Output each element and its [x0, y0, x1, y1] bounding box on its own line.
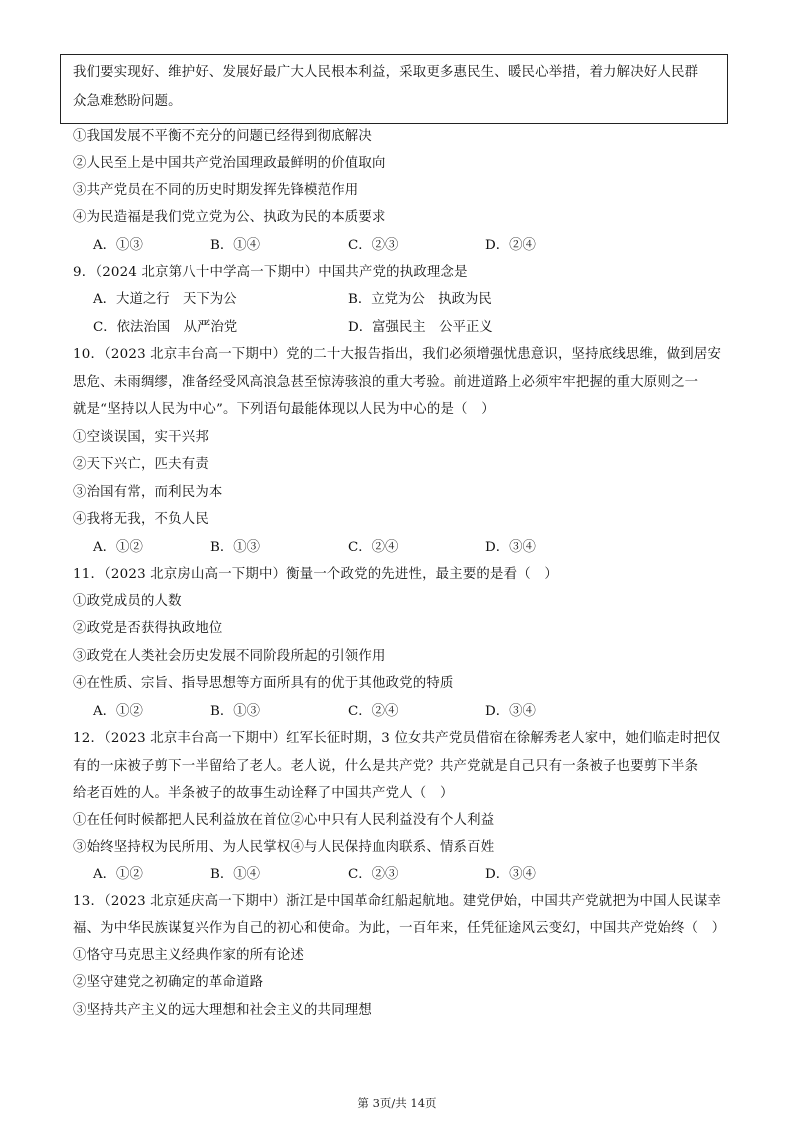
q8-statement-4: ④为民造福是我们党立党为公、执政为民的本质要求 [73, 210, 386, 225]
q11-stem: 11．（2023 北京房山高一下期中）衡量一个政党的先进性，最主要的是看（ ） [73, 567, 558, 582]
q8-option-a[interactable]: A．①③ [93, 238, 143, 253]
q10-option-a[interactable]: A．①② [93, 540, 143, 555]
q13-statement-3: ③坚持共产主义的远大理想和社会主义的共同理想 [73, 1003, 372, 1018]
q8-statement-2: ②人民至上是中国共产党治国理政最鲜明的价值取向 [73, 156, 386, 171]
q9-option-a[interactable]: A．大道之行 天下为公 [93, 292, 237, 307]
q11-statement-3: ③政党在人类社会历史发展不同阶段所起的引领作用 [73, 649, 386, 664]
q10-option-b[interactable]: B．①③ [210, 540, 261, 555]
q12-stem-line: 给老百姓的人。半条被子的故事生动诠释了中国共产党人（ ） [73, 786, 454, 801]
q10-statement-3: ③治国有常，而利民为本 [73, 485, 223, 500]
q9-option-d[interactable]: D．富强民主 公平正义 [348, 320, 493, 335]
material-line: 众急难愁盼问题。 [73, 94, 182, 109]
q8-option-c[interactable]: C．②③ [348, 238, 399, 253]
q12-stem-line: 12．（2023 北京丰台高一下期中）红军长征时期，3 位女共产党员借宿在徐解秀老人家中，她们临走时把仅 [73, 731, 721, 746]
q12-option-d[interactable]: D．③④ [485, 867, 536, 882]
q11-option-b[interactable]: B．①③ [210, 704, 261, 719]
q9-option-b[interactable]: B．立党为公 执政为民 [348, 292, 492, 307]
q12-statement-line: ①在任何时候都把人民利益放在首位②心中只有人民利益没有个人利益 [73, 813, 495, 828]
q12-option-b[interactable]: B．①④ [210, 867, 261, 882]
q10-statement-1: ①空谈误国，实干兴邦 [73, 430, 209, 445]
q11-statement-4: ④在性质、宗旨、指导思想等方面所具有的优于其他政党的特质 [73, 676, 454, 691]
q10-option-d[interactable]: D．③④ [485, 540, 536, 555]
q11-option-c[interactable]: C．②④ [348, 704, 399, 719]
q12-statement-line: ③始终坚持权为民所用、为人民掌权④与人民保持血肉联系、情系百姓 [73, 840, 495, 855]
q13-stem-line: 13．（2023 北京延庆高一下期中）浙江是中国革命红船起航地。建党伊始，中国共产党就把为中国人民谋幸 [73, 894, 722, 909]
page-number-footer: 第 3页/共 14页 [357, 1096, 437, 1110]
q13-statement-2: ②坚守建党之初确定的革命道路 [73, 975, 264, 990]
q10-stem-line: 就是“坚持以人民为中心”。下列语句最能体现以人民为中心的是（ ） [73, 402, 495, 417]
material-line: 我们要实现好、维护好、发展好最广大人民根本利益，采取更多惠民生、暖民心举措，着力解决好人民群 [73, 65, 699, 80]
q10-option-c[interactable]: C．②④ [348, 540, 399, 555]
q10-statement-4: ④我将无我，不负人民 [73, 512, 209, 527]
q8-option-d[interactable]: D．②④ [485, 238, 536, 253]
q13-statement-1: ①恪守马克思主义经典作家的所有论述 [73, 948, 305, 963]
q11-statement-1: ①政党成员的人数 [73, 594, 182, 609]
q10-stem-line: 思危、未雨绸缪，准备经受风高浪急甚至惊涛骇浪的重大考验。前进道路上必须牢牢把握的重大原则之一 [73, 375, 699, 390]
q8-option-b[interactable]: B．①④ [210, 238, 261, 253]
q11-option-d[interactable]: D．③④ [485, 704, 536, 719]
q8-statement-3: ③共产党员在不同的历史时期发挥先锋模范作用 [73, 183, 359, 198]
q9-stem: 9．（2024 北京第八十中学高一下期中）中国共产党的执政理念是 [73, 265, 468, 280]
q9-option-c[interactable]: C．依法治国 从严治党 [93, 320, 238, 335]
q12-option-a[interactable]: A．①② [93, 867, 143, 882]
q12-stem-line: 有的一床被子剪下一半留给了老人。老人说，什么是共产党？共产党就是自己只有一条被子也要剪下半条 [73, 759, 699, 774]
q12-option-c[interactable]: C．②③ [348, 867, 399, 882]
q10-statement-2: ②天下兴亡，匹夫有责 [73, 457, 209, 472]
q13-stem-line: 福、为中华民族谋复兴作为自己的初心和使命。为此，一百年来，任凭征途风云变幻，中国共产党始终（ ） [73, 921, 726, 936]
q11-statement-2: ②政党是否获得执政地位 [73, 621, 223, 636]
q10-stem-line: 10．（2023 北京丰台高一下期中）党的二十大报告指出，我们必须增强忧患意识，坚持底线思维，做到居安 [73, 347, 722, 362]
q11-option-a[interactable]: A．①② [93, 704, 143, 719]
q8-statement-1: ①我国发展不平衡不充分的问题已经得到彻底解决 [73, 129, 372, 144]
